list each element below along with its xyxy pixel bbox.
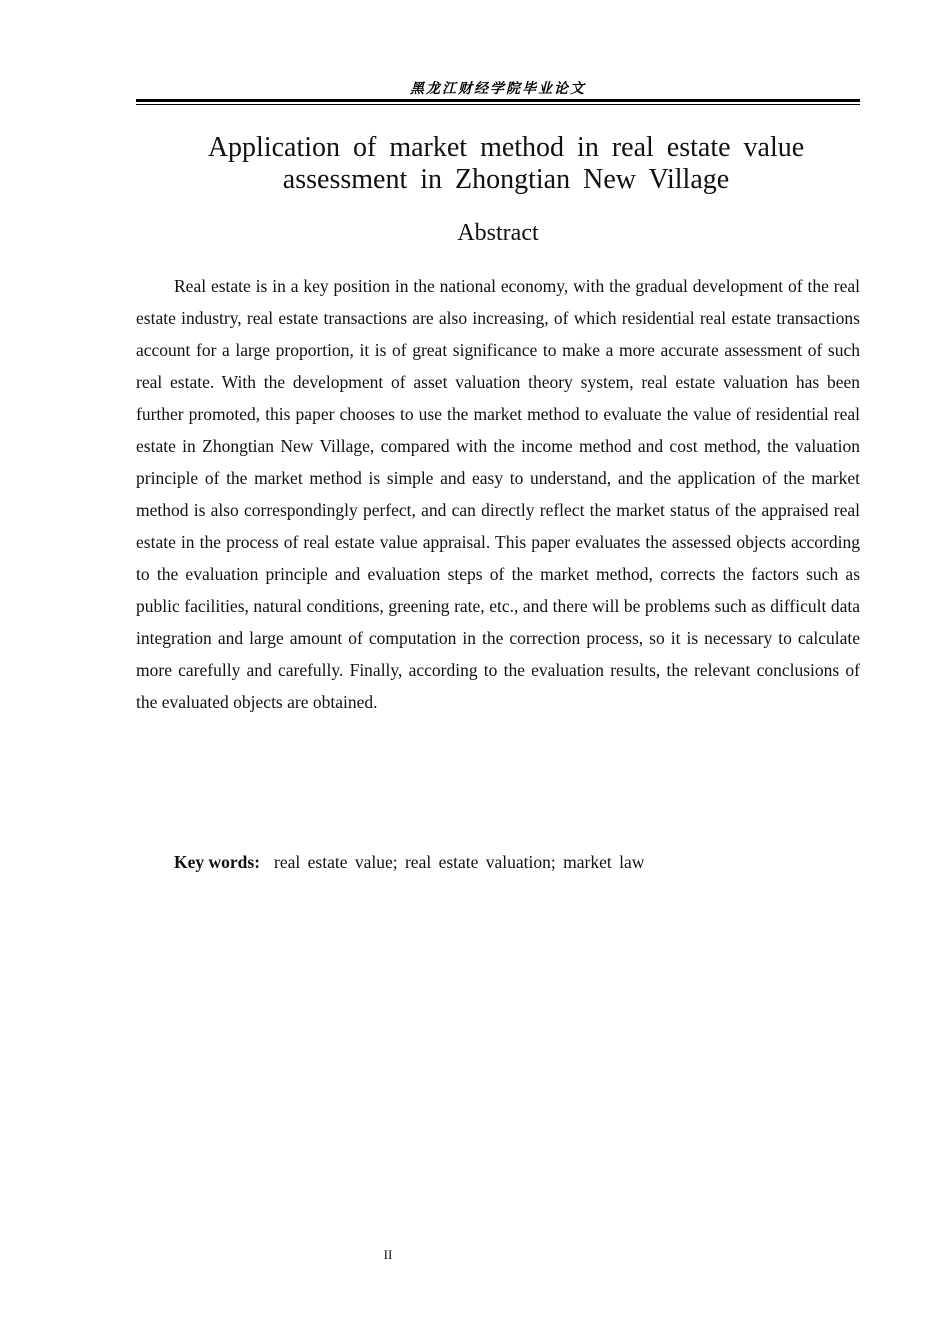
page-number: II — [383, 1247, 393, 1262]
abstract-heading: Abstract — [457, 220, 539, 246]
header-rule-thick — [136, 99, 860, 102]
keywords-list: real estate value; real estate valuation; market law — [274, 852, 645, 872]
keywords-label: Key words: — [174, 852, 261, 872]
keywords-line — [174, 848, 860, 876]
running-header: 黑龙江财经学院毕业论文 — [410, 81, 586, 97]
abstract-paragraph: Real estate is in a key position in the national economy, with the gradual development of the real estate industry, real estate transactions are also increasing, of which residential real estate transactions account for a large proportion, it is of great significance to make a more accurate assessment of such real estate. With the development of asset valuation theory system, real estate valuation has been further promoted, this paper chooses to use the market method to evaluate the value of residential real estate in Zhongtian New Village, compared with the income method and cost method, the valuation principle of the market method is simple and easy to understand, and the application of the market method is also correspondingly perfect, and can directly reflect the market status of the appraised real estate in the process of real estate value appraisal. This paper evaluates the assessed objects according to the evaluation principle and evaluation steps of the market method, corrects the factors such as public facilities, natural conditions, greening rate, etc., and there will be problems such as difficult data integration and large amount of computation in the correction process, so it is necessary to calculate more carefully and carefully. Finally, according to the evaluation results, the relevant conclusions of the evaluated objects are obtained. — [136, 276, 860, 712]
header-rule-thin — [136, 104, 860, 105]
paper-title: Application of market method in real estate value assessment in Zhongtian New Village — [207, 132, 805, 195]
